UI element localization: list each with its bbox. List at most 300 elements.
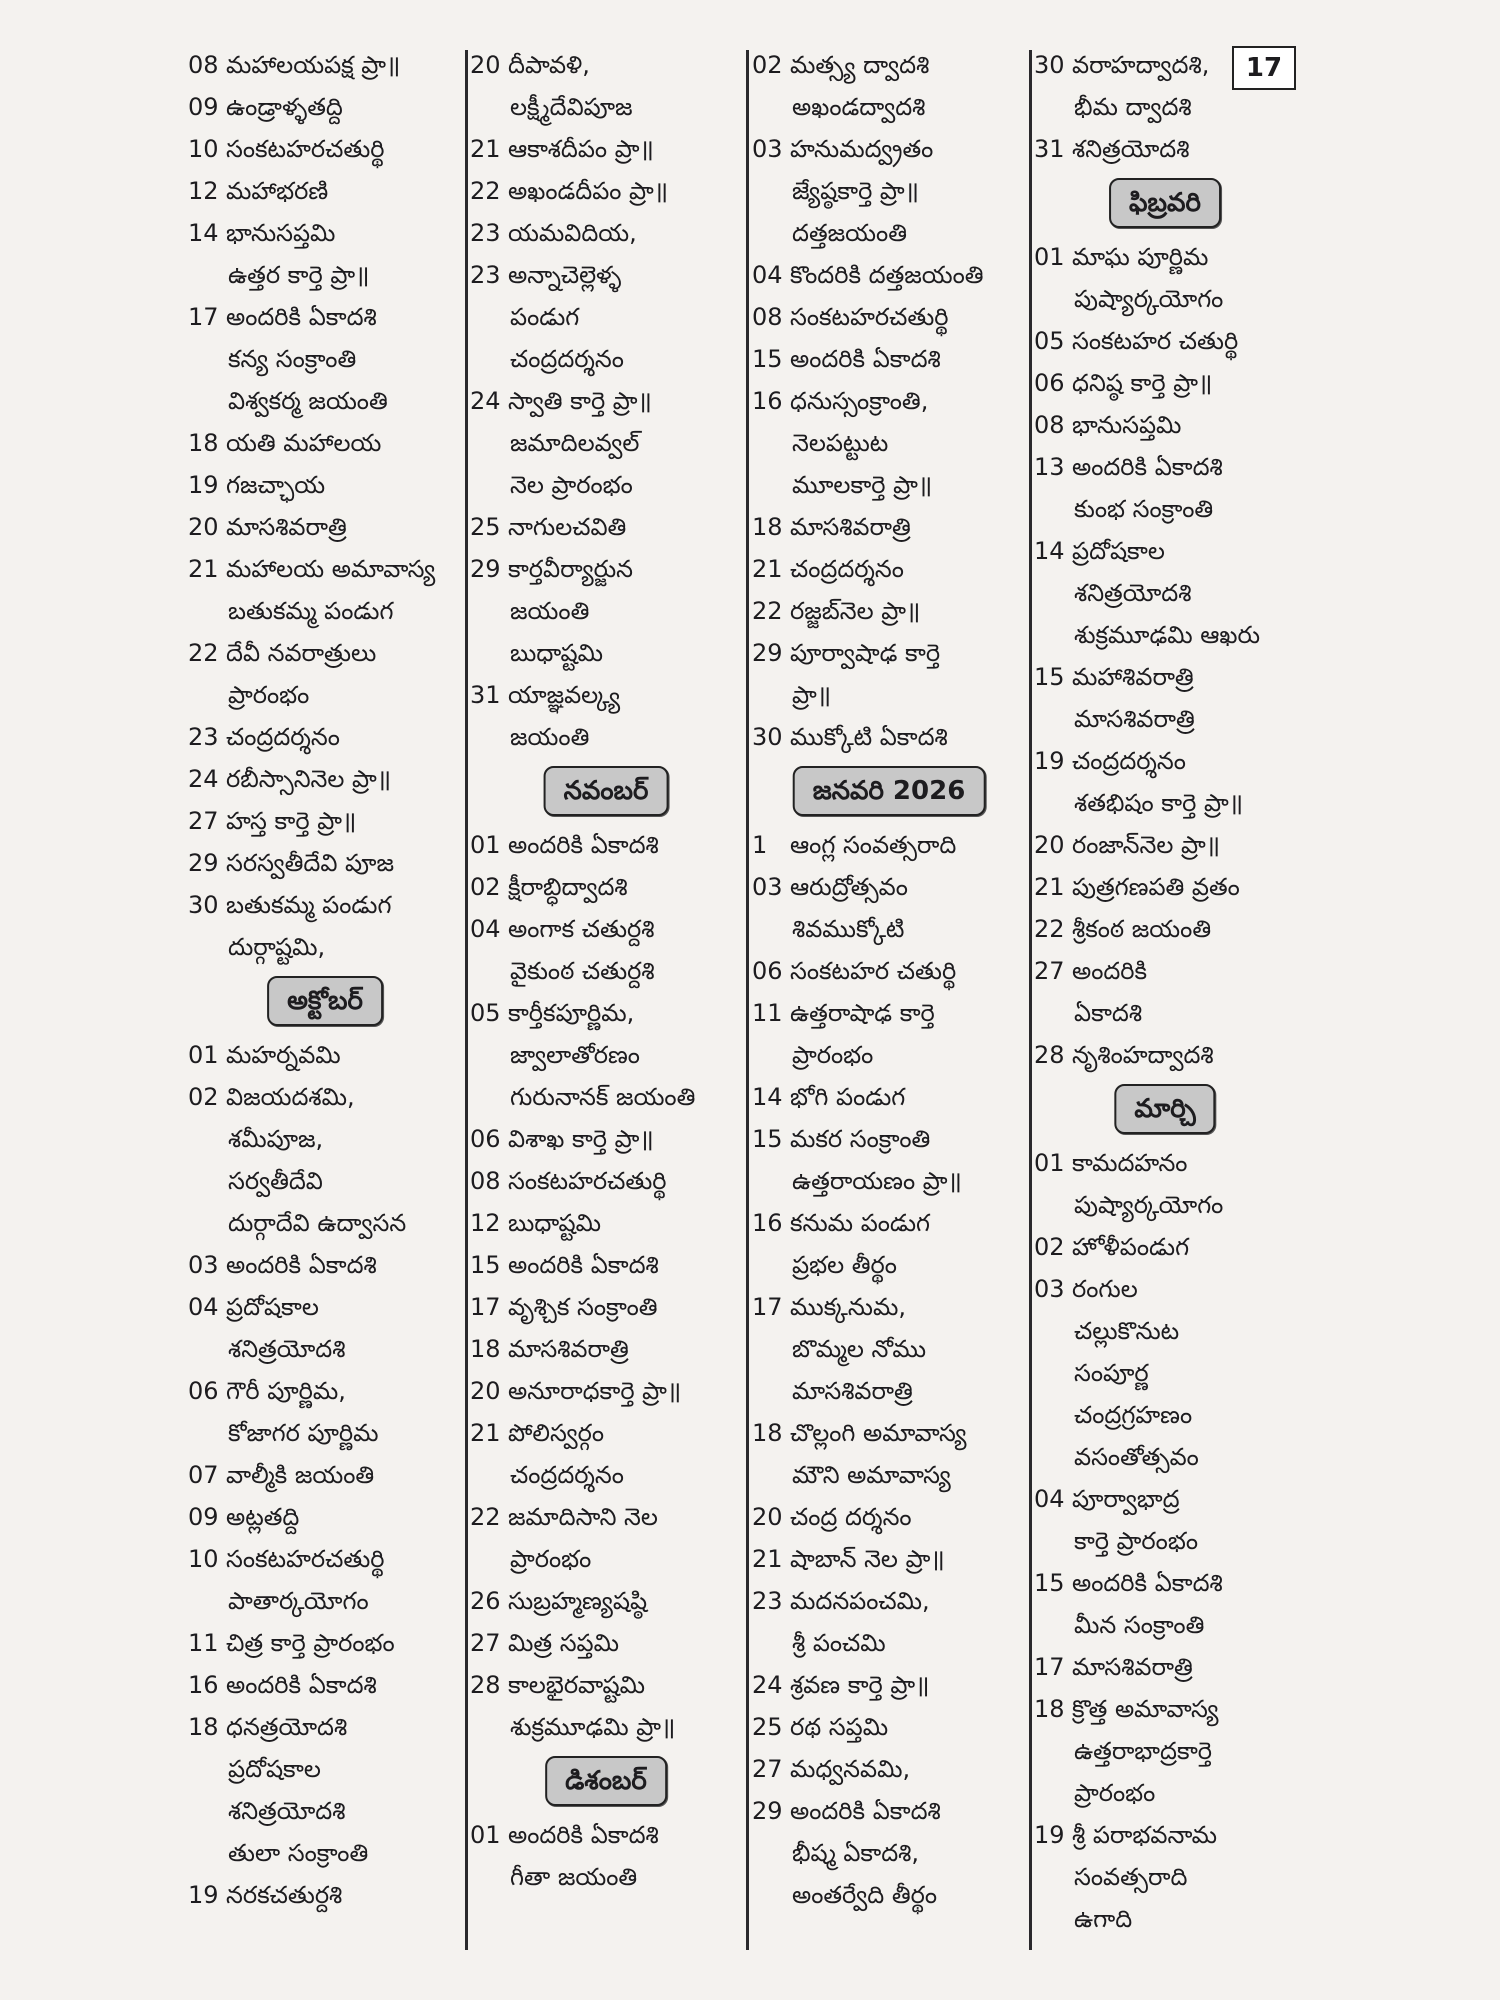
entry-text: జమాదిసాని నెల — [508, 1503, 658, 1531]
festival-entry — [470, 1664, 742, 1706]
entry-day: 18 — [752, 1419, 783, 1447]
festival-entry-continuation — [188, 380, 462, 422]
entry-text: కొందరికి దత్తజయంతి — [790, 261, 984, 289]
festival-entry — [470, 1412, 742, 1454]
entry-text: సంకటహరచతుర్థి — [790, 303, 949, 331]
entry-text: అఖండద్వాదశి — [792, 93, 926, 121]
festival-entry — [188, 170, 462, 212]
entry-text: బతుకమ్మ పండుగ — [228, 597, 394, 625]
entry-text: అందరికి — [1072, 957, 1148, 985]
festival-entry — [470, 380, 742, 422]
entry-text: దత్తజయంతి — [792, 219, 907, 247]
entry-day: 04 — [1034, 1485, 1065, 1513]
festival-entry-continuation — [1034, 86, 1296, 128]
entry-text: శనిత్రయోదశి — [228, 1797, 346, 1825]
festival-entry — [1034, 446, 1296, 488]
entry-text: లక్ష్మీదేవిపూజ — [510, 93, 633, 121]
entry-day: 12 — [470, 1209, 501, 1237]
festival-entry — [470, 1202, 742, 1244]
entry-text: యమవిదియ, — [508, 219, 637, 247]
entry-day: 15 — [1034, 663, 1065, 691]
entry-text: జ్యేష్ఠకార్తె ప్రా॥ — [792, 177, 920, 205]
festival-entry — [752, 1706, 1026, 1748]
festival-entry-continuation — [1034, 488, 1296, 530]
festival-entry — [188, 1034, 462, 1076]
entry-day: 01 — [188, 1041, 219, 1069]
entry-day: 19 — [188, 1881, 219, 1909]
entry-text: చంద్ర దర్శనం — [790, 1503, 912, 1531]
festival-entry-continuation — [188, 1412, 462, 1454]
entry-text: అందరికి ఏకాదశి — [226, 1671, 377, 1699]
entry-text: బతుకమ్మ పండుగ — [226, 891, 392, 919]
entry-text: మత్స్య ద్వాదశి — [790, 51, 930, 79]
entry-text: మాఘ పూర్ణిమ — [1072, 243, 1209, 271]
entry-text: ఉత్తరాభాద్రకార్తె — [1074, 1737, 1213, 1765]
festival-entry — [188, 1496, 462, 1538]
festival-entry-continuation — [752, 464, 1026, 506]
festival-entry — [188, 716, 462, 758]
entry-text: అందరికి ఏకాదశి — [1072, 453, 1223, 481]
festival-entry-continuation — [752, 86, 1026, 128]
festival-entry-continuation — [1034, 1520, 1296, 1562]
festival-entry — [1034, 908, 1296, 950]
entry-day: 21 — [470, 135, 501, 163]
entry-day: 23 — [188, 723, 219, 751]
entry-text: దీపావళి, — [508, 51, 590, 79]
entry-day: 24 — [752, 1671, 783, 1699]
entry-text: అనూరాధకార్తె ప్రా॥ — [508, 1377, 682, 1405]
column-divider — [746, 50, 749, 1950]
entry-text: సంకటహర చతుర్థి — [790, 957, 957, 985]
column-2 — [470, 44, 742, 1960]
entry-day: 21 — [752, 555, 783, 583]
entry-day: 12 — [188, 177, 219, 205]
festival-entry — [1034, 404, 1296, 446]
festival-entry-continuation — [470, 422, 742, 464]
festival-entry-continuation — [470, 338, 742, 380]
entry-text: హస్త కార్తె ప్రా॥ — [226, 807, 357, 835]
festival-entry — [1034, 1226, 1296, 1268]
entry-text: ఉగాది — [1074, 1905, 1133, 1933]
entry-day: 04 — [188, 1293, 219, 1321]
festival-entry — [1034, 362, 1296, 404]
festival-entry-continuation — [1034, 1772, 1296, 1814]
column-3 — [752, 44, 1026, 1960]
entry-text: మకర సంక్రాంతి — [790, 1125, 931, 1153]
month-header — [470, 1748, 742, 1814]
entry-day: 19 — [1034, 747, 1065, 775]
entry-text: అందరికి ఏకాదశి — [508, 831, 659, 859]
entry-text: సర్వతీదేవి — [228, 1167, 323, 1195]
entry-text: విశ్వకర్మ జయంతి — [228, 387, 388, 415]
column-divider — [465, 50, 468, 1950]
festival-entry-continuation — [752, 170, 1026, 212]
entry-day: 18 — [188, 1713, 219, 1741]
entry-day: 16 — [752, 1209, 783, 1237]
entry-day: 08 — [470, 1167, 501, 1195]
entry-day: 23 — [752, 1587, 783, 1615]
entry-text: చంద్రగ్రహణం — [1074, 1401, 1193, 1429]
entry-text: మాసశివరాత్రి — [1072, 1653, 1193, 1681]
festival-entry — [470, 1622, 742, 1664]
entry-day: 1 — [752, 831, 768, 859]
entry-text: ఆకాశదీపం ప్రా॥ — [508, 135, 654, 163]
entry-text: గురునానక్ జయంతి — [510, 1083, 696, 1111]
entry-day: 28 — [470, 1671, 501, 1699]
entry-text: శ్రీకంఠ జయంతి — [1072, 915, 1212, 943]
festival-entry — [752, 1580, 1026, 1622]
festival-entry-continuation — [470, 950, 742, 992]
entry-text: భానుసప్తమి — [226, 219, 336, 247]
entry-day: 21 — [470, 1419, 501, 1447]
festival-entry — [752, 1790, 1026, 1832]
entry-text: వరాహద్వాదశి, — [1072, 51, 1210, 79]
festival-entry — [470, 1580, 742, 1622]
festival-entry-continuation — [188, 254, 462, 296]
entry-day: 23 — [470, 261, 501, 289]
entry-text: గీతా జయంతి — [510, 1863, 638, 1891]
festival-entry — [1034, 1646, 1296, 1688]
entry-text: యాజ్ఞవల్క్య — [508, 681, 621, 709]
festival-entry — [1034, 1478, 1296, 1520]
festival-entry — [752, 632, 1026, 674]
festival-entry-continuation — [470, 1454, 742, 1496]
entry-day: 14 — [1034, 537, 1065, 565]
festival-entry — [188, 422, 462, 464]
festival-entry-continuation — [470, 590, 742, 632]
entry-text: బుధాష్టమి — [510, 639, 604, 667]
entry-day: 11 — [752, 999, 783, 1027]
entry-text: వసంతోత్సవం — [1074, 1443, 1199, 1471]
entry-day: 20 — [752, 1503, 783, 1531]
festival-entry — [188, 44, 462, 86]
entry-day: 04 — [752, 261, 783, 289]
festival-entry — [470, 170, 742, 212]
entry-text: ప్రదోషకాల — [1072, 537, 1165, 565]
entry-day: 31 — [1034, 135, 1065, 163]
festival-entry — [1034, 740, 1296, 782]
festival-entry-continuation — [470, 296, 742, 338]
entry-day: 08 — [752, 303, 783, 331]
entry-text: కార్తె ప్రారంభం — [1074, 1527, 1198, 1555]
entry-day: 30 — [188, 891, 219, 919]
column-divider — [1029, 50, 1032, 1950]
entry-text: భోగి పండుగ — [790, 1083, 906, 1111]
festival-entry — [1034, 950, 1296, 992]
festival-entry-continuation — [188, 590, 462, 632]
festival-entry — [188, 506, 462, 548]
entry-text: మదనపంచమి, — [790, 1587, 930, 1615]
festival-entry-continuation — [1034, 1436, 1296, 1478]
entry-day: 07 — [188, 1461, 219, 1489]
entry-day: 02 — [1034, 1233, 1065, 1261]
festival-entry — [470, 128, 742, 170]
festival-entry — [752, 1286, 1026, 1328]
festival-entry — [752, 590, 1026, 632]
entry-day: 03 — [188, 1251, 219, 1279]
festival-entry — [752, 716, 1026, 758]
festival-entry — [1034, 1688, 1296, 1730]
festival-entry — [470, 254, 742, 296]
festival-entry-continuation — [188, 1118, 462, 1160]
entry-text: గజచ్ఛాయ — [226, 471, 326, 499]
entry-text: పోలిస్వర్గం — [508, 1419, 604, 1447]
festival-entry — [470, 824, 742, 866]
entry-day: 25 — [752, 1713, 783, 1741]
entry-text: సరస్వతీదేవి పూజ — [226, 849, 395, 877]
festival-entry-continuation — [1034, 698, 1296, 740]
festival-entry — [752, 128, 1026, 170]
entry-day: 18 — [1034, 1695, 1065, 1723]
festival-entry — [1034, 320, 1296, 362]
entry-text: అందరికి ఏకాదశి — [790, 1797, 941, 1825]
festival-entry — [188, 1244, 462, 1286]
entry-text: శ్రీ పరాభవనామ — [1072, 1821, 1218, 1849]
entry-day: 09 — [188, 93, 219, 121]
entry-text: పాతార్కయోగం — [228, 1587, 369, 1615]
festival-entry — [470, 1118, 742, 1160]
entry-day: 29 — [470, 555, 501, 583]
festival-entry-continuation — [188, 338, 462, 380]
entry-text: కుంభ సంక్రాంతి — [1074, 495, 1214, 523]
entry-text: శనిత్రయోదశి — [1072, 135, 1190, 163]
entry-text: గౌరీ పూర్ణిమ, — [226, 1377, 346, 1405]
entry-text: రథ సప్తమి — [790, 1713, 889, 1741]
entry-text: శివముక్కోటి — [792, 915, 905, 943]
festival-entry — [470, 866, 742, 908]
festival-entry — [188, 212, 462, 254]
page-number: 17 — [1232, 46, 1296, 90]
entry-day: 20 — [188, 513, 219, 541]
festival-entry-continuation — [1034, 1310, 1296, 1352]
entry-text: వృశ్చిక సంక్రాంతి — [508, 1293, 658, 1321]
entry-day: 14 — [752, 1083, 783, 1111]
entry-text: ప్రదోషకాల — [228, 1755, 321, 1783]
festival-entry — [188, 1076, 462, 1118]
entry-day: 20 — [470, 51, 501, 79]
month-title: జనవరి 2026 — [793, 766, 986, 816]
entry-text: హోళీపండుగ — [1072, 1233, 1190, 1261]
entry-text: ప్రారంభం — [510, 1545, 592, 1573]
festival-entry — [470, 548, 742, 590]
entry-text: ప్రారంభం — [228, 681, 310, 709]
entry-text: మహాలయ అమావాస్య — [226, 555, 436, 583]
entry-day: 10 — [188, 1545, 219, 1573]
festival-entry-continuation — [188, 1328, 462, 1370]
entry-text: కాలభైరవాష్టమి — [508, 1671, 645, 1699]
entry-day: 27 — [752, 1755, 783, 1783]
festival-entry — [752, 950, 1026, 992]
festival-entry — [188, 548, 462, 590]
entry-day: 27 — [188, 807, 219, 835]
entry-day: 05 — [1034, 327, 1065, 355]
entry-text: అన్నాచెల్లెళ్ళ — [508, 261, 622, 289]
entry-day: 23 — [470, 219, 501, 247]
festival-entry — [1034, 1562, 1296, 1604]
festival-entry — [470, 1814, 742, 1856]
entry-text: క్రొత్త అమావాస్య — [1072, 1695, 1219, 1723]
entry-day: 29 — [752, 639, 783, 667]
entry-text: పుష్యార్కయోగం — [1074, 285, 1224, 313]
entry-text: అందరికి ఏకాదశి — [226, 1251, 377, 1279]
entry-text: కామదహనం — [1072, 1149, 1188, 1177]
festival-entry — [752, 1412, 1026, 1454]
festival-entry — [188, 842, 462, 884]
festival-entry-continuation — [470, 86, 742, 128]
festival-entry-continuation — [470, 716, 742, 758]
entry-text: కార్తీకపూర్ణిమ, — [508, 999, 635, 1027]
festival-entry-continuation — [752, 1832, 1026, 1874]
festival-entry — [752, 1202, 1026, 1244]
festival-entry — [188, 296, 462, 338]
festival-entry-continuation — [752, 908, 1026, 950]
festival-entry — [470, 674, 742, 716]
entry-day: 06 — [188, 1377, 219, 1405]
entry-text: మీన సంక్రాంతి — [1074, 1611, 1205, 1639]
entry-text: మూలకార్తె ప్రా॥ — [792, 471, 933, 499]
month-title: నవంబర్ — [544, 766, 669, 816]
entry-day: 03 — [752, 135, 783, 163]
festival-entry — [188, 128, 462, 170]
entry-text: దుర్గాష్టమి, — [228, 933, 326, 961]
entry-day: 13 — [1034, 453, 1065, 481]
festival-entry — [188, 464, 462, 506]
entry-text: నాగులచవితి — [508, 513, 627, 541]
entry-text: అంతర్వేది తీర్థం — [792, 1881, 938, 1909]
entry-text: ధనుస్సంక్రాంతి, — [790, 387, 929, 415]
entry-text: చల్లుకొనుట — [1074, 1317, 1180, 1345]
festival-entry-continuation — [752, 674, 1026, 716]
festival-entry — [470, 1496, 742, 1538]
entry-text: సుబ్రహ్మణ్యషష్ఠి — [508, 1587, 648, 1615]
entry-day: 29 — [188, 849, 219, 877]
entry-day: 16 — [752, 387, 783, 415]
entry-day: 17 — [470, 1293, 501, 1321]
entry-text: మహాలయపక్ష ప్రా॥ — [226, 51, 401, 79]
festival-entry — [1034, 824, 1296, 866]
entry-day: 02 — [188, 1083, 219, 1111]
entry-text: ముక్కోటి ఏకాదశి — [790, 723, 948, 751]
entry-day: 09 — [188, 1503, 219, 1531]
month-title: మార్చి — [1114, 1084, 1215, 1134]
entry-day: 26 — [470, 1587, 501, 1615]
entry-day: 20 — [1034, 831, 1065, 859]
festival-entry — [470, 1244, 742, 1286]
festival-entry — [188, 1874, 462, 1916]
festival-entry-continuation — [752, 1874, 1026, 1916]
festival-entry — [470, 1286, 742, 1328]
entry-day: 06 — [470, 1125, 501, 1153]
festival-entry-continuation — [470, 1034, 742, 1076]
entry-text: మౌని అమావాస్య — [792, 1461, 951, 1489]
entry-text: దుర్గాదేవి ఉద్వాసన — [228, 1209, 407, 1237]
entry-text: ప్రా॥ — [792, 681, 832, 709]
entry-text: పూర్వాభాద్ర — [1072, 1485, 1180, 1513]
entry-text: భీమ ద్వాదశి — [1074, 93, 1192, 121]
entry-day: 16 — [188, 1671, 219, 1699]
entry-text: మాసశివరాత్రి — [792, 1377, 913, 1405]
festival-entry — [470, 992, 742, 1034]
festival-entry — [470, 1328, 742, 1370]
entry-text: అంగాక చతుర్దశి — [508, 915, 655, 943]
entry-text: జమాదిలవ్వల్ — [510, 429, 640, 457]
festival-entry-continuation — [1034, 1898, 1296, 1940]
festival-entry — [1034, 530, 1296, 572]
entry-text: నృశింహద్వాదశి — [1072, 1041, 1214, 1069]
entry-text: సంకటహర చతుర్థి — [1072, 327, 1239, 355]
entry-day: 01 — [470, 831, 501, 859]
entry-text: జయంతి — [510, 597, 590, 625]
month-title: ఫిబ్రవరి — [1109, 178, 1221, 228]
entry-text: చంద్రదర్శనం — [510, 345, 624, 373]
entry-day: 21 — [188, 555, 219, 583]
entry-text: ప్రదోషకాల — [226, 1293, 319, 1321]
festival-entry-continuation — [188, 674, 462, 716]
entry-text: కార్తవీర్యార్జున — [508, 555, 633, 583]
entry-text: నెల ప్రారంభం — [510, 471, 633, 499]
festival-entry — [470, 212, 742, 254]
entry-text: శుక్రమూఢమి ఆఖరు — [1074, 621, 1261, 649]
festival-entry — [188, 758, 462, 800]
festival-entry-continuation — [188, 1748, 462, 1790]
entry-text: మిత్ర సప్తమి — [508, 1629, 619, 1657]
entry-text: వాల్మీకి జయంతి — [226, 1461, 375, 1489]
entry-text: యతి మహాలయ — [226, 429, 382, 457]
entry-text: పండుగ — [510, 303, 580, 331]
festival-entry — [1034, 656, 1296, 698]
festival-entry — [188, 884, 462, 926]
festival-entry-continuation — [1034, 782, 1296, 824]
entry-text: పుష్యార్కయోగం — [1074, 1191, 1224, 1219]
entry-day: 06 — [752, 957, 783, 985]
entry-text: శమీపూజ, — [228, 1125, 324, 1153]
festival-entry — [752, 866, 1026, 908]
entry-day: 24 — [470, 387, 501, 415]
entry-text: షాబాన్ నెల ప్రా॥ — [790, 1545, 945, 1573]
entry-text: సంకటహరచతుర్థి — [226, 135, 385, 163]
entry-text: మాసశివరాత్రి — [790, 513, 911, 541]
festival-entry-continuation — [752, 1034, 1026, 1076]
entry-day: 19 — [1034, 1821, 1065, 1849]
festival-entry — [188, 1622, 462, 1664]
entry-text: కన్య సంక్రాంతి — [228, 345, 357, 373]
festival-entry-continuation — [1034, 1730, 1296, 1772]
entry-text: అందరికి ఏకాదశి — [790, 345, 941, 373]
festival-entry — [752, 992, 1026, 1034]
festival-entry — [752, 380, 1026, 422]
entry-day: 19 — [188, 471, 219, 499]
entry-day: 08 — [1034, 411, 1065, 439]
entry-text: కోజాగర పూర్ణిమ — [228, 1419, 379, 1447]
entry-text: భీష్మ ఏకాదశి, — [792, 1839, 919, 1867]
entry-day: 31 — [470, 681, 501, 709]
festival-entry-continuation — [188, 1160, 462, 1202]
entry-day: 18 — [470, 1335, 501, 1363]
festival-entry — [752, 1748, 1026, 1790]
entry-day: 22 — [1034, 915, 1065, 943]
entry-text: మధ్వనవమి, — [790, 1755, 911, 1783]
festival-entry — [752, 1664, 1026, 1706]
festival-entry — [188, 1370, 462, 1412]
festival-entry — [1034, 1142, 1296, 1184]
festival-entry — [188, 1454, 462, 1496]
entry-day: 10 — [188, 135, 219, 163]
entry-day: 01 — [1034, 243, 1065, 271]
entry-day: 27 — [470, 1629, 501, 1657]
entry-day: 06 — [1034, 369, 1065, 397]
entry-text: సంవత్సరాది — [1074, 1863, 1188, 1891]
entry-text: ధనిష్ఠ కార్తె ప్రా॥ — [1072, 369, 1213, 397]
